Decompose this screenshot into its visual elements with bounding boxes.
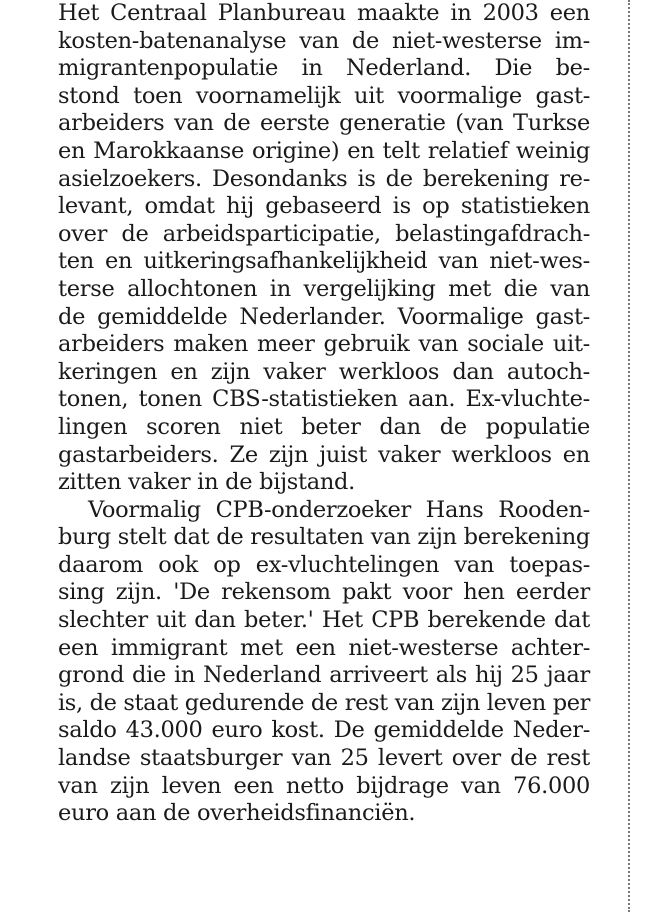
- article-body: [58, 0, 590, 828]
- text-line: lingen scoren niet beter dan de populatie: [58, 413, 590, 440]
- text-line: en Marokkaanse origine) en telt relatief weinig: [58, 137, 590, 164]
- text-line: van zijn leven een netto bijdrage van 76.000: [58, 772, 590, 799]
- text-line: over de arbeidsparticipatie, belastingafdrach-: [58, 220, 590, 247]
- text-line: een immigrant met een niet-westerse achter-: [58, 634, 590, 661]
- text-line: migrantenpopulatie in Nederland. Die be-: [58, 55, 590, 82]
- text-line: kosten-batenanalyse van de niet-westerse im-: [58, 27, 590, 54]
- text-line: terse allochtonen in vergelijking met die van: [58, 275, 590, 302]
- text-line: ten en uitkeringsafhankelijkheid van niet-wes-: [58, 248, 590, 275]
- text-line: stond toen voornamelijk uit voormalige gast-: [58, 82, 590, 109]
- text-line: Voormalig CPB-onderzoeker Hans Rooden-: [88, 496, 590, 523]
- paragraph-1: [58, 0, 590, 497]
- text-line: arbeiders maken meer gebruik van sociale uit-: [58, 331, 590, 358]
- text-line: grond die in Nederland arriveert als hij 25 jaar: [58, 662, 590, 689]
- text-line: saldo 43.000 euro kost. De gemiddelde Neder-: [58, 717, 590, 744]
- text-line: slechter uit dan beter.' Het CPB berekende dat: [58, 607, 590, 634]
- text-line: keringen en zijn vaker werkloos dan autoch-: [58, 358, 590, 385]
- text-line: de gemiddelde Nederlander. Voormalige gast-: [58, 303, 590, 330]
- paragraph-2: [58, 497, 590, 828]
- text-line: levant, omdat hij gebaseerd is op statistieken: [58, 193, 590, 220]
- text-line: gastarbeiders. Ze zijn juist vaker werkloos en: [58, 441, 590, 468]
- text-line: tonen, tonen CBS-statistieken aan. Ex-vluchte-: [58, 386, 590, 413]
- column-divider: [628, 0, 630, 912]
- text-line: Het Centraal Planbureau maakte in 2003 een: [58, 0, 590, 26]
- text-line: zitten vaker in de bijstand.: [58, 469, 356, 496]
- text-line: arbeiders van de eerste generatie (van Turkse: [58, 110, 590, 137]
- text-line: landse staatsburger van 25 levert over de rest: [58, 745, 590, 772]
- text-line: daarom ook op ex-vluchtelingen van toepas-: [58, 551, 590, 578]
- text-line: sing zijn. 'De rekensom pakt voor hen eerder: [58, 579, 590, 606]
- text-line: euro aan de overheidsfinanciën.: [58, 800, 416, 827]
- text-line: asielzoekers. Desondanks is de berekening re-: [58, 165, 590, 192]
- text-line: burg stelt dat de resultaten van zijn berekening: [58, 524, 590, 551]
- text-line: is, de staat gedurende de rest van zijn leven per: [58, 689, 590, 716]
